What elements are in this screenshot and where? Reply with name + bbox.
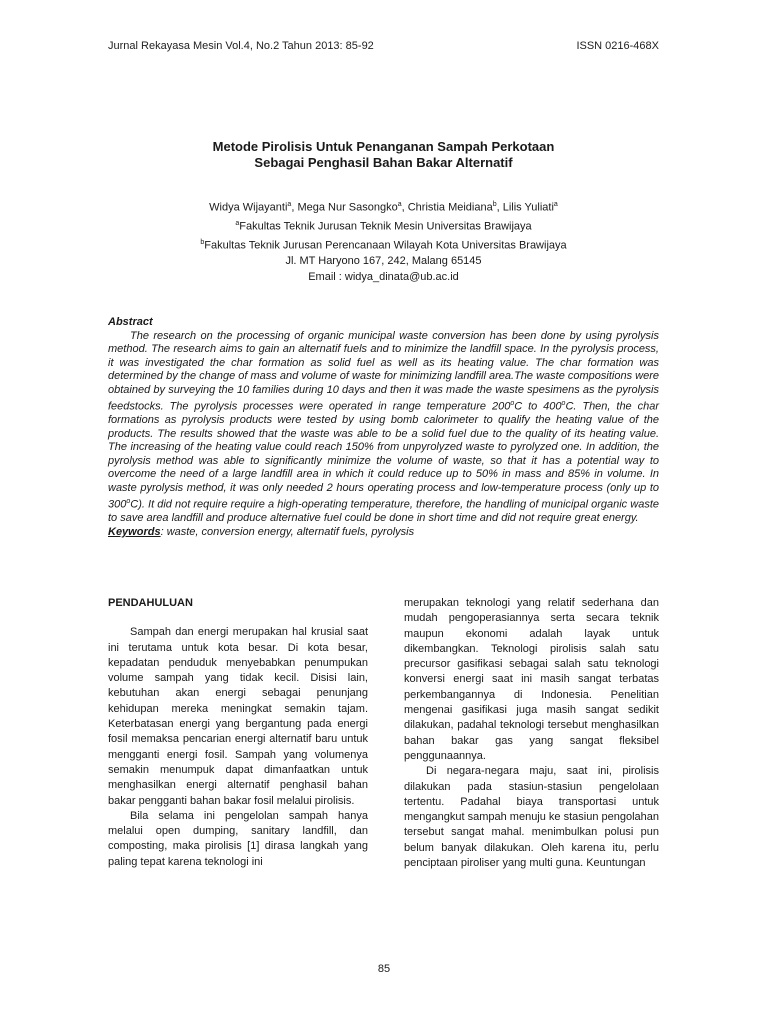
- affiliation-b: [108, 235, 659, 254]
- author-affil-mark: b: [492, 201, 497, 208]
- email: Email : widya_dinata@ub.ac.id: [308, 270, 459, 283]
- abstract-section: [108, 316, 659, 539]
- abstract-heading: Abstract: [108, 316, 153, 328]
- author-affil-mark: a: [287, 201, 292, 208]
- degree-mark: o: [126, 498, 131, 506]
- journal-citation: Jurnal Rekayasa Mesin Vol.4, No.2 Tahun 2013: 85-92: [108, 40, 374, 52]
- abstract-text: C). It did not require require a high-operating temperature, therefore, the handling of municipal organic waste to save area landfill and produce alternative fuel could be done in short time and did not require great energy.: [108, 498, 659, 525]
- author-name: , Lilis Yuliati: [496, 201, 554, 214]
- paragraph: merupakan teknologi yang relatif sederhana dan mudah pengoperasiannya serta secara teknik maupun ekonomi adalah layak untuk dikembangkan. Teknologi pirolisis salah satu precursor gasifikasi sebagai salah satu teknologi konversi energi saat ini masih sangat terbatas perkembangannya di Indonesia. Penelitian mengenai gasifikasi juga masih sangat sedikit dilakukan, padahal teknologi tersebut menghasilkan bahan bakar gas yang sangat fleksibel penggunaannya.: [404, 597, 659, 762]
- author-name: , Christia Meidiana: [401, 201, 493, 214]
- affil-mark: b: [200, 239, 205, 247]
- issn: ISSN 0216-468X: [576, 40, 659, 52]
- author-affil-mark: a: [553, 201, 558, 208]
- author-name: , Mega Nur Sasongko: [291, 201, 398, 214]
- section-heading: PENDAHULUAN: [108, 597, 193, 609]
- affiliation-a: [108, 216, 659, 235]
- running-header: [108, 40, 659, 52]
- abstract-body: [108, 330, 659, 526]
- abstract-text: The research on the processing of organic municipal waste conversion has been done by using pyrolysis method. The research aims to gain an alternatif fuels and to minimize the landfill space. In the pyrolysis process, it was investigated the char formation as solid fuel as well as its heating value. The char formation was determined by the change of mass and volume of waste for minimizing landfill area.The waste compositions were obtained by surveying the 10 families during 10 days and then it was made the waste spesimens as the pyrolysis feedstocks. The pyrolysis processes were operated in range temperature 200: [108, 329, 659, 413]
- affil-mark: a: [235, 220, 240, 228]
- title-line-1: Metode Pirolisis Untuk Penanganan Sampah Perkotaan: [212, 139, 555, 154]
- right-column: [404, 596, 659, 871]
- author-block: [108, 197, 659, 285]
- left-column: [108, 596, 368, 870]
- abstract-text: C. Then, the char formations as pyrolysis products were tested by using bomb calorimeter to qualify the heating value of the products. The results showed that the waste was able to be a solid fuel due to the quality of its heating value. The increasing of the heating value could reach 150% from unpyrolyzed waste to pyrolyzed one. In addition, the pyrolysis method was able to significantly minimize the volume of waste, so that it has a potential way to overcome the need of a large landfill area in which it could reduce up to 50% in mass and 85% in volume. In waste pyrolysis method, it was only needed 2 hours operating process and low-temperature process (only up to 300: [108, 400, 659, 511]
- address: Jl. MT Haryono 167, 242, Malang 65145: [285, 255, 482, 268]
- degree-mark: o: [561, 400, 566, 407]
- affiliation-text: Fakultas Teknik Jurusan Perencanaan Wilayah Kota Universitas Brawijaya: [204, 239, 567, 252]
- author-affil-mark: a: [397, 201, 402, 208]
- keywords-line: [108, 526, 659, 540]
- paragraph: Di negara-negara maju, saat ini, pirolisis dilakukan pada stasiun-stasiun pengelolaan tertentu. Padahal biaya transportasi untuk mengangkut sampah menuju ke stasiun pengolahan tersebut sangat mahal. menimbulkan polusi pun belum banyak dilakukan. Oleh karena itu, perlu penciptaan piroliser yang multi guna. Keuntungan: [404, 765, 660, 870]
- paragraph: Sampah dan energi merupakan hal krusial saat ini terutama untuk kota besar. Di kota besar, kepadatan penduduk menyebabkan penumpukan volume sampah yang tidak kecil. Disisi lain, kebutuhan akan energi sebagai penunjang kehidupan mereka meningkat semakin tajam. Keterbatasan energi yang bergantung pada energi fosil memaksa pencarian energi alternatif baru untuk mengganti energi fosil. Sampah yang volumenya semakin menumpuk dapat dimanfaatkan untuk menghasilkan energi alternatif penghasil bahan bakar pengganti bahan bakar fosil melalui pirolisis.: [108, 626, 368, 807]
- author-name: Widya Wijayanti: [209, 201, 288, 214]
- affiliation-text: Fakultas Teknik Jurusan Teknik Mesin Universitas Brawijaya: [239, 220, 532, 233]
- page-number: 85: [377, 963, 391, 975]
- keywords-label: Keywords: [108, 525, 161, 538]
- keywords-text: : waste, conversion energy, alternatif fuels, pyrolysis: [160, 525, 415, 538]
- abstract-text: C to 400: [514, 400, 562, 413]
- author-list: [108, 197, 659, 216]
- paper-title: [108, 139, 659, 171]
- paragraph: Bila selama ini pengelolan sampah hanya melalui open dumping, sanitary landfill, dan composting, maka pirolisis [1] dirasa langkah yang paling tepat karena teknologi ini: [108, 809, 368, 868]
- title-line-2: Sebagai Penghasil Bahan Bakar Alternatif: [254, 155, 513, 170]
- degree-mark: o: [510, 400, 515, 407]
